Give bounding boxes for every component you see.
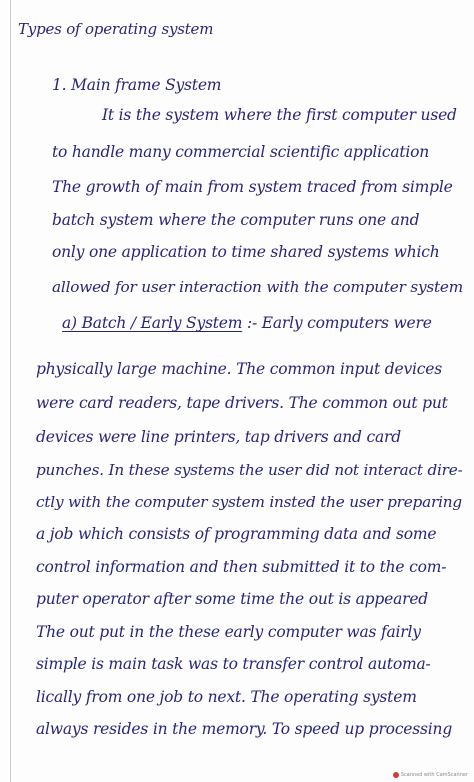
text-line: always resides in the memory. To speed up processing: [36, 720, 453, 738]
text-line: physically large machine. The common input devices: [36, 360, 442, 378]
text-line: were card readers, tape drivers. The common out put: [36, 394, 448, 412]
subheading-rest: :- Early computers were: [246, 314, 432, 332]
text-line: ctly with the computer system insted the user preparing: [36, 493, 462, 511]
subheading: a) Batch / Early System: [62, 314, 243, 332]
text-line: The growth of main from system traced from simple: [52, 178, 453, 196]
text-line: devices were line printers, tap drivers and card: [36, 428, 401, 446]
text-line: It is the system where the first computer used: [102, 106, 457, 124]
watermark-text: Scanned with CamScanner: [400, 772, 468, 778]
subheading-row: [62, 316, 432, 332]
text-line: control information and then submitted it to the com-: [36, 558, 447, 576]
margin-line: [10, 0, 11, 782]
text-line: simple is main task was to transfer control automa-: [36, 655, 431, 673]
camscanner-watermark: [393, 772, 468, 778]
text-line: batch system where the computer runs one and: [52, 211, 420, 229]
text-line: punches. In these systems the user did not interact dire-: [36, 461, 463, 479]
text-line: to handle many commercial scientific application: [52, 143, 430, 161]
text-line: allowed for user interaction with the computer system: [52, 278, 464, 296]
text-line: only one application to time shared systems which: [52, 243, 440, 261]
page-title: Types of operating system: [18, 20, 214, 38]
text-line: a job which consists of programming data and some: [36, 525, 437, 543]
text-line: The out put in the these early computer was fairly: [36, 623, 421, 641]
text-line: puter operator after some time the out is appeared: [36, 590, 429, 608]
text-line: lically from one job to next. The operating system: [36, 688, 417, 706]
camscanner-icon: [393, 772, 399, 778]
section-heading: 1. Main frame System: [52, 76, 222, 94]
